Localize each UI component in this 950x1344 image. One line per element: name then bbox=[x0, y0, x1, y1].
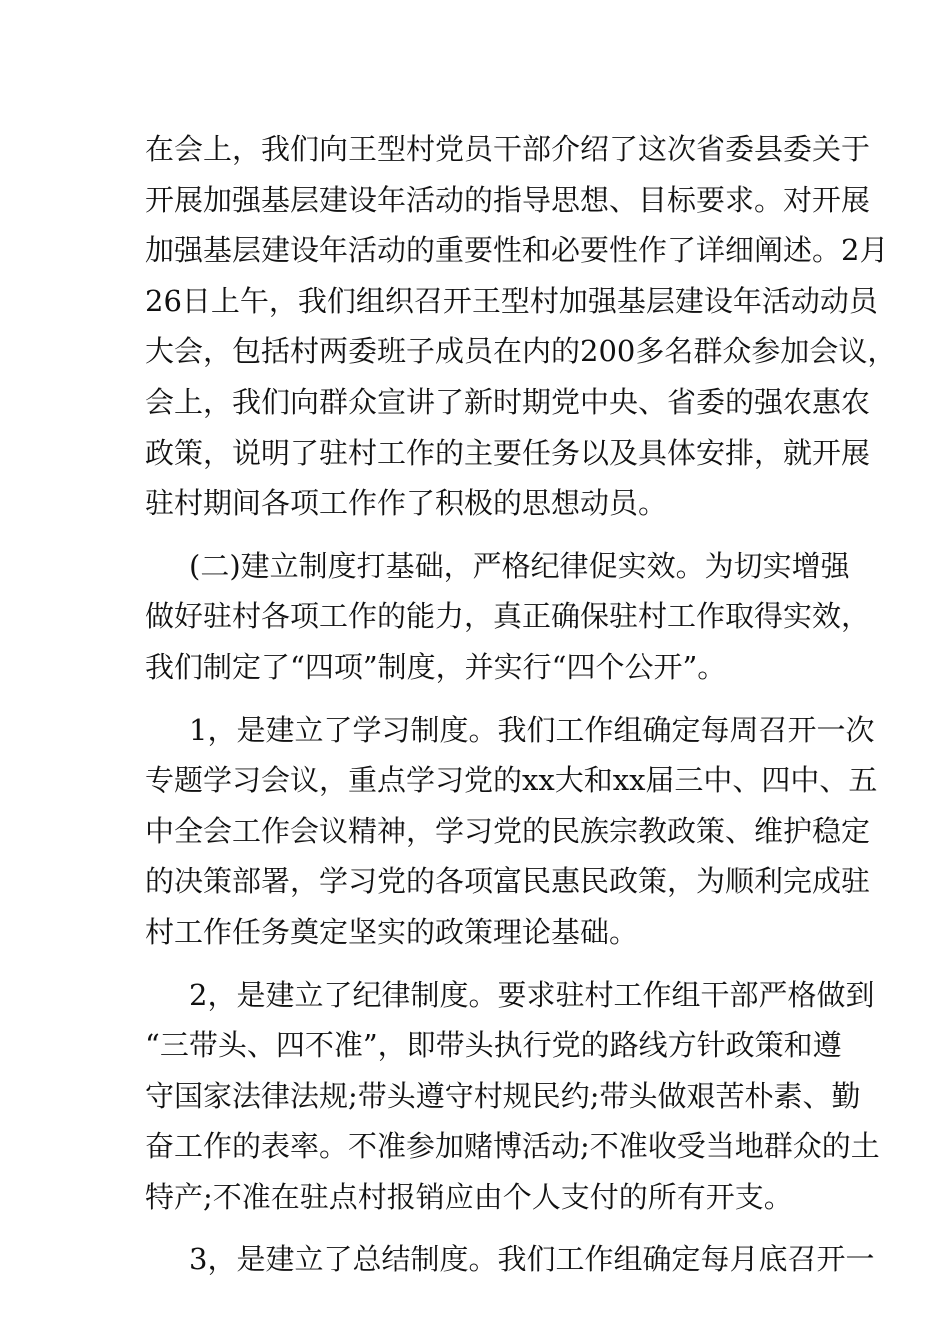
text-line: 开展加强基层建设年活动的指导思想、目标要求。对开展 bbox=[145, 182, 871, 217]
text-line: 1，是建立了学习制度。我们工作组确定每周召开一次 bbox=[189, 712, 875, 747]
text-line: (二)建立制度打基础，严格纪律促实效。为切实增强 bbox=[189, 548, 850, 583]
text-line: 加强基层建设年活动的重要性和必要性作了详细阐述。2月 bbox=[145, 233, 889, 268]
text-line: “三带头、四不准”，即带头执行党的路线方针政策和遵 bbox=[145, 1028, 842, 1063]
text-line: 特产;不准在驻点村报销应由个人支付的所有开支。 bbox=[145, 1179, 793, 1214]
text-line: 3，是建立了总结制度。我们工作组确定每月底召开一 bbox=[189, 1242, 875, 1277]
text-line: 2，是建立了纪律制度。要求驻村工作组干部严格做到 bbox=[189, 977, 875, 1012]
text-line: 专题学习会议，重点学习党的xx大和xx届三中、四中、五 bbox=[145, 763, 878, 798]
text-line: 村工作任务奠定坚实的政策理论基础。 bbox=[145, 914, 639, 949]
text-line: 驻村期间各项工作作了积极的思想动员。 bbox=[145, 486, 668, 521]
document-body bbox=[145, 124, 897, 1285]
paragraph-5 bbox=[145, 1234, 875, 1285]
text-line: 大会，包括村两委班子成员在内的200多名群众参加会议， bbox=[145, 334, 897, 369]
text-line: 做好驻村各项工作的能力，真正确保驻村工作取得实效， bbox=[145, 599, 871, 634]
text-line: 会上，我们向群众宣讲了新时期党中央、省委的强农惠农 bbox=[145, 384, 871, 419]
text-line: 在会上，我们向王型村党员干部介绍了这次省委县委关于 bbox=[145, 132, 871, 166]
text-line: 我们制定了“四项”制度，并实行“四个公开”。 bbox=[145, 649, 727, 684]
text-line: 26日上午，我们组织召开王型村加强基层建设年活动动员 bbox=[145, 283, 878, 318]
paragraph-1 bbox=[145, 124, 897, 529]
paragraph-4 bbox=[145, 970, 880, 1223]
text-line: 奋工作的表率。不准参加赌博活动;不准收受当地群众的土 bbox=[145, 1129, 880, 1164]
text-line: 守国家法律法规;带头遵守村规民约;带头做艰苦朴素、勤 bbox=[145, 1078, 861, 1113]
paragraph-3 bbox=[145, 705, 878, 958]
text-line: 中全会工作会议精神，学习党的民族宗教政策、维护稳定 bbox=[145, 813, 871, 848]
text-line: 政策，说明了驻村工作的主要任务以及具体安排，就开展 bbox=[145, 435, 871, 470]
text-line: 的决策部署，学习党的各项富民惠民政策，为顺利完成驻 bbox=[145, 864, 871, 899]
paragraph-2 bbox=[145, 541, 871, 693]
